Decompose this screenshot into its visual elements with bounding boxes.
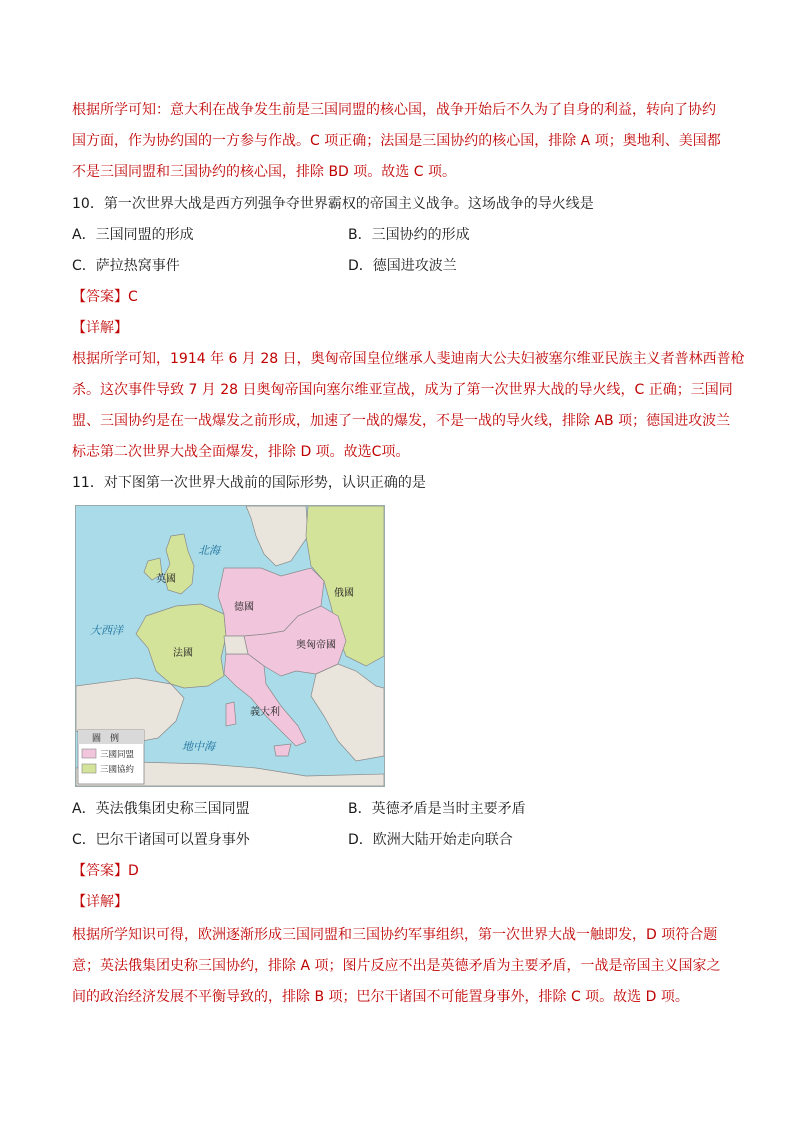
mediterranean-label: 地中海 (182, 740, 215, 753)
legend-label-entente: 三國協約 (100, 765, 135, 775)
atlantic-label: 大西洋 (90, 624, 123, 637)
legend-label-alliance: 三國同盟 (100, 750, 135, 760)
italy-label: 義大利 (250, 707, 280, 718)
north-sea-label: 北海 (198, 544, 220, 557)
map-legend-title: 圖 例 (92, 734, 120, 744)
q10-option-d: D．德国进攻波兰 (348, 258, 457, 274)
q11-option-a: A．英法俄集团史称三国同盟 (72, 801, 250, 817)
q10-explanation-line-4: 标志第二次世界大战全面爆发，排除 D 项。故选C项。 (72, 444, 410, 460)
q11-answer: 【答案】D (72, 863, 139, 879)
q10-explanation-line-3: 盟、三国协约是在一战爆发之前形成，加速了一战的爆发，不是一战的导火线，排除 AB 项；德国进攻波兰 (72, 413, 731, 429)
q10-option-b: B．三国协约的形成 (348, 227, 470, 243)
q10-answer: 【答案】C (72, 289, 138, 305)
q11-explanation-line-3: 间的政治经济发展不平衡导致的，排除 B 项；巴尔干诸国不可能置身事外，排除 C 项。故选 D 项。 (72, 989, 689, 1005)
q11-option-b: B．英德矛盾是当时主要矛盾 (348, 801, 526, 817)
q9-explanation-line-1: 根据所学可知：意大利在战争发生前是三国同盟的核心国，战争开始后不久为了自身的利益，转向了协约 (72, 102, 716, 118)
sardinia-region (226, 702, 236, 726)
q11-stem: 11．对下图第一次世界大战前的国际形势，认识正确的是 (72, 475, 426, 491)
q10-explanation-line-1: 根据所学可知，1914 年 6 月 28 日，奥匈帝国皇位继承人斐迪南大公夫妇被塞尔维亚民族主义者普林西普枪 (72, 351, 745, 367)
q9-explanation-line-2: 国方面，作为协约国的一方参与作战。C 项正确；法国是三国协约的核心国，排除 A 项；奥地利、美国都 (72, 133, 721, 149)
britain-label: 英國 (156, 574, 176, 585)
q9-explanation-line-3: 不是三国同盟和三国协约的核心国，排除 BD 项。故选 C 项。 (72, 164, 456, 180)
russia-label: 俄國 (334, 588, 354, 599)
q10-explanation-line-2: 杀。这次事件导致 7 月 28 日奥匈帝国向塞尔维亚宣战，成为了第一次世界大战的导火线，C 正确；三国同 (72, 382, 733, 398)
legend-swatch-alliance (82, 749, 96, 758)
europe-map-figure (75, 505, 385, 787)
q10-option-c: C．萨拉热窝事件 (72, 258, 180, 274)
q10-detail-label: 【详解】 (72, 320, 128, 336)
q10-stem: 10．第一次世界大战是西方列强争夺世界霸权的帝国主义战争。这场战争的导火线是 (72, 196, 594, 212)
france-label: 法國 (173, 648, 193, 659)
q10-option-a: A．三国同盟的形成 (72, 227, 194, 243)
q11-explanation-line-1: 根据所学知识可得，欧洲逐渐形成三国同盟和三国协约军事组织，第一次世界大战一触即发，D 项符合题 (72, 927, 718, 943)
q11-option-d: D．欧洲大陆开始走向联合 (348, 832, 513, 848)
legend-swatch-entente (82, 764, 96, 773)
austria-hungary-label: 奥匈帝國 (296, 640, 336, 651)
sicily-region (274, 744, 291, 756)
switzerland-region (224, 636, 248, 654)
q11-option-c: C．巴尔干诸国可以置身事外 (72, 832, 250, 848)
q11-explanation-line-2: 意；英法俄集团史称三国协约，排除 A 项；图片反应不出是英德矛盾为主要矛盾，一战是帝国主义国家之 (72, 958, 721, 974)
germany-label: 德國 (234, 602, 254, 613)
q11-detail-label: 【详解】 (72, 894, 128, 910)
